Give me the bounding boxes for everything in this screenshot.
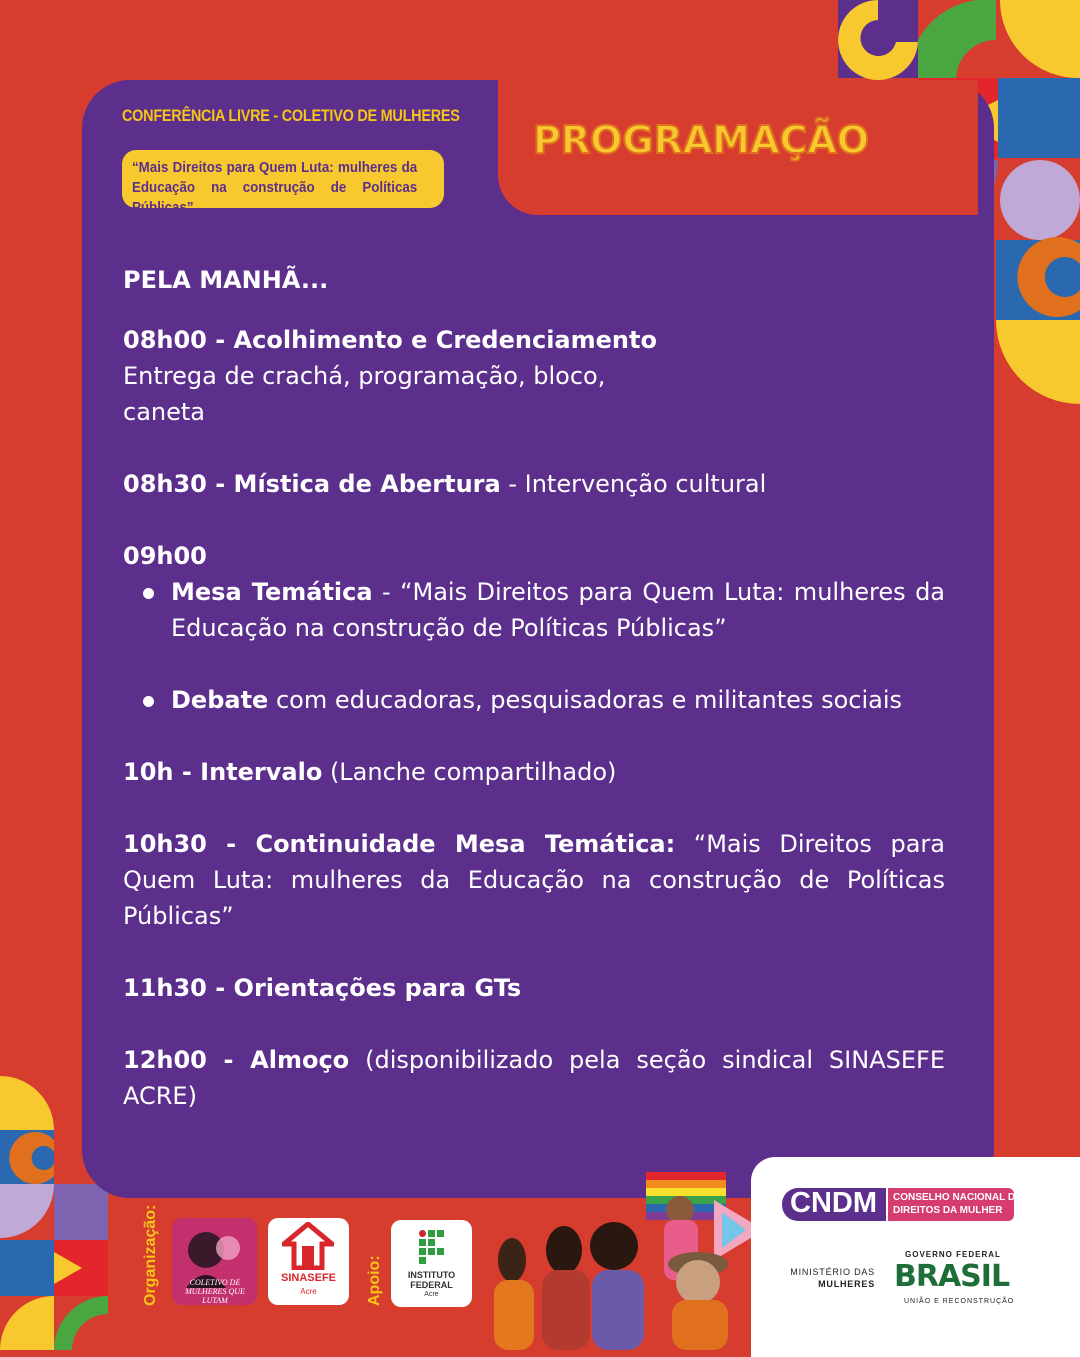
gov-federal-label: GOVERNO FEDERAL [905, 1250, 1001, 1259]
conference-title: CONFERÊNCIA LIVRE - COLETIVO DE MULHERES [122, 106, 460, 125]
sinasefe-label: SINASEFE [280, 1272, 336, 1284]
cndm-sub-2: DIREITOS DA MULHER [893, 1205, 1003, 1216]
schedule-item [123, 754, 945, 790]
schedule-item-desc: “Mais Direitos para Quem Luta: mulheres da Educação na construção de Políticas Públicas” [123, 830, 945, 930]
bullet-bold: Mesa Temática [171, 578, 373, 606]
schedule-item-title: 08h00 - Acolhimento e Credenciamento [123, 326, 657, 354]
bullet-text: com educadoras, pesquisadoras e militantes sociais [268, 686, 903, 714]
cndm-sub-1: CONSELHO NACIONAL DOS [893, 1192, 1030, 1203]
ministerio-line-1: MINISTÉRIO DAS [790, 1267, 875, 1277]
uniao-label: UNIÃO E RECONSTRUÇÃO [904, 1298, 1015, 1305]
instituto-federal-logo [391, 1220, 472, 1307]
schedule-item-title: 08h30 - Mística de Abertura [123, 470, 501, 498]
sinasefe-emblem-icon [282, 1222, 334, 1270]
schedule-content [123, 262, 945, 1114]
apoio-label: Apoio: [366, 1255, 383, 1306]
if-grid-icon [419, 1230, 445, 1266]
coletivo-label: COLETIVO DE MULHERES QUE LUTAM [185, 1278, 245, 1305]
conference-subtitle: “Mais Direitos para Quem Luta: mulheres da Educação na construção de Políticas Públicas” [132, 160, 418, 216]
list-item [171, 682, 945, 718]
brasil-wordmark: BRASIL [894, 1259, 1010, 1294]
schedule-item-desc: (disponibilizado pela seção sindical SINASEFE ACRE) [123, 1046, 945, 1110]
sinasefe-sub: Acre [300, 1287, 317, 1296]
bullet-text: - “Mais Direitos para Quem Luta: mulheres da Educação na construção de Políticas Públicas” [171, 578, 946, 642]
schedule-item-desc: Entrega de crachá, programação, bloco, [123, 362, 606, 390]
period-heading: PELA MANHÃ... [123, 266, 329, 294]
list-item [171, 574, 945, 646]
programacao-title: PROGRAMAÇÃO [533, 118, 870, 162]
schedule-item [123, 1042, 945, 1114]
instituto-label-3: Acre [424, 1291, 439, 1298]
schedule-item-desc: caneta [123, 398, 205, 426]
schedule-item-desc: (Lanche compartilhado) [322, 758, 617, 786]
bullet-icon [143, 588, 154, 599]
ministerio-line-2: MULHERES [818, 1279, 875, 1289]
sinasefe-logo [268, 1218, 349, 1305]
schedule-item-title: 12h00 - Almoço [123, 1046, 350, 1074]
schedule-item-title: 10h30 - Continuidade Mesa Temática: [123, 830, 676, 858]
coletivo-logo [172, 1218, 257, 1305]
cndm-logo-text: CNDM [790, 1187, 877, 1219]
schedule-item-title: 11h30 - Orientações para GTs [123, 974, 522, 1002]
bullet-bold: Debate [171, 686, 269, 714]
schedule-item-title: 09h00 [123, 542, 207, 570]
schedule-item-desc: - Intervenção cultural [500, 470, 767, 498]
organizacao-label: Organização: [142, 1204, 159, 1306]
bullet-icon [143, 696, 154, 707]
schedule-item [123, 466, 945, 502]
schedule-item-title: 10h - Intervalo [123, 758, 323, 786]
instituto-label-2: FEDERAL [410, 1280, 453, 1290]
schedule-item [123, 826, 945, 934]
instituto-label-1: INSTITUTO [407, 1270, 456, 1280]
women-illustration [484, 1160, 764, 1350]
bullet-list [123, 574, 945, 718]
